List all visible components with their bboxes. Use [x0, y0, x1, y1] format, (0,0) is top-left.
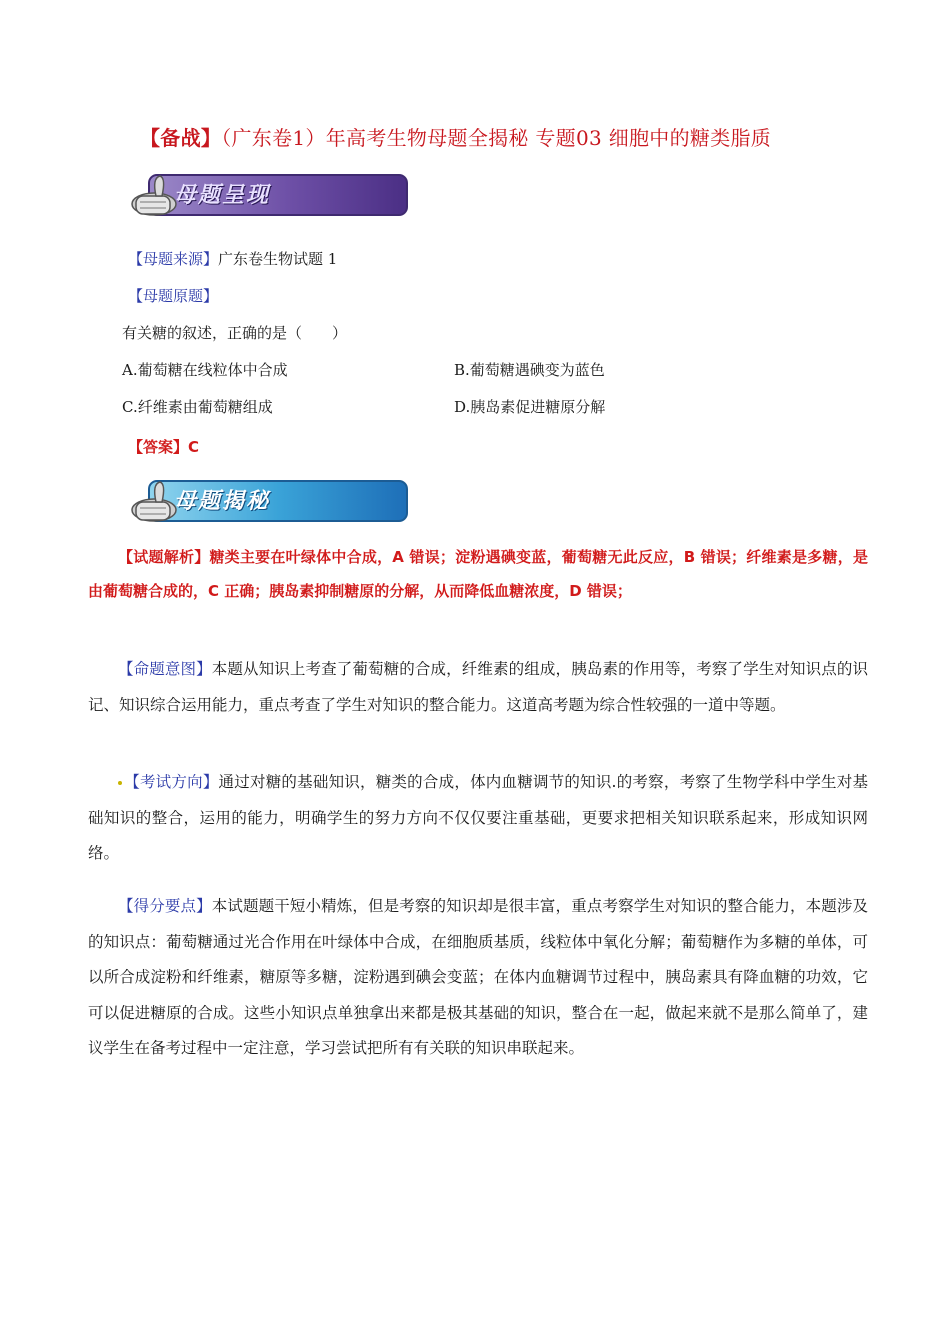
- keypoints-text: 本试题题干短小精炼，但是考察的知识却是很丰富，重点考察学生对知识的整合能力，本题涉及的知识点：葡萄糖通过光合作用在叶绿体中合成，在细胞质基质，线粒体中氧化分解；葡萄糖作为多糖的单体，可以所合成淀粉和纤维素，糖原等多糖，淀粉遇到碘会变蓝；在体内血糖调节过程中，胰岛素具有降血糖的功效，它可以促进糖原的合成。这些小知识点单独拿出来都是极其基础的知识，整合在一起，做起来就不是那么简单了，建议学生在备考过程中一定注意，学习尝试把所有有关联的知识串联起来。: [88, 897, 868, 1057]
- analysis-paragraph: [88, 540, 868, 608]
- analysis-label: 【试题解析】: [118, 548, 210, 566]
- option-a: A.葡萄糖在线粒体中合成: [122, 361, 288, 379]
- banner-text: 母题揭秘: [174, 489, 271, 514]
- source-label: 【母题来源】: [128, 250, 219, 268]
- source-line: [128, 248, 337, 269]
- title-text: （广东卷1）年高考生物母题全揭秘 专题03 细胞中的糖类脂质: [221, 126, 772, 150]
- bullet-dot: [118, 781, 122, 785]
- section-banner-analysis: [126, 476, 406, 522]
- direction-text: 通过对糖的基础知识，糖类的合成，体内血糖调节的知识.的考察，考察了生物学科中学生对基础知识的整合，运用的能力，明确学生的努力方向不仅仅要注重基础，更要求把相关知识联系起来，形成知识网络。: [88, 773, 868, 862]
- direction-paragraph: [88, 765, 868, 872]
- intent-label: 【命题意图】: [118, 660, 212, 678]
- option-d: D.胰岛素促进糖原分解: [454, 398, 606, 416]
- answer-line: [128, 436, 199, 457]
- question-stem: 有关糖的叙述，正确的是（ ）: [122, 324, 348, 342]
- intent-paragraph: [88, 652, 868, 723]
- option-b: B.葡萄糖遇碘变为蓝色: [454, 361, 605, 379]
- keypoints-label: 【得分要点】: [118, 897, 212, 915]
- title-prefix: 【备战】: [140, 126, 222, 150]
- direction-label: 【考试方向】: [124, 773, 219, 791]
- option-c: C.纤维素由葡萄糖组成: [122, 398, 273, 416]
- page-title: [140, 122, 920, 151]
- section-banner-presentation: [126, 170, 406, 216]
- original-label: 【母题原题】: [128, 287, 219, 305]
- analysis-text: 糖类主要在叶绿体中合成，A 错误；淀粉遇碘变蓝，葡萄糖无此反应，B 错误；纤维素是多糖，是由葡萄糖合成的，C 正确；胰岛素抑制糖原的分解，从而降低血糖浓度，D 错误；: [88, 548, 868, 600]
- keypoints-paragraph: [88, 889, 868, 1067]
- source-value: 广东卷生物试题 1: [218, 250, 338, 268]
- answer-value: C: [188, 438, 200, 456]
- answer-label: 【答案】: [128, 438, 189, 456]
- banner-text: 母题呈现: [174, 183, 271, 208]
- intent-text: 本题从知识上考查了葡萄糖的合成，纤维素的组成，胰岛素的作用等，考察了学生对知识点的识记、知识综合运用能力，重点考查了学生对知识的整合能力。这道高考题为综合性较强的一道中等题。: [88, 660, 868, 714]
